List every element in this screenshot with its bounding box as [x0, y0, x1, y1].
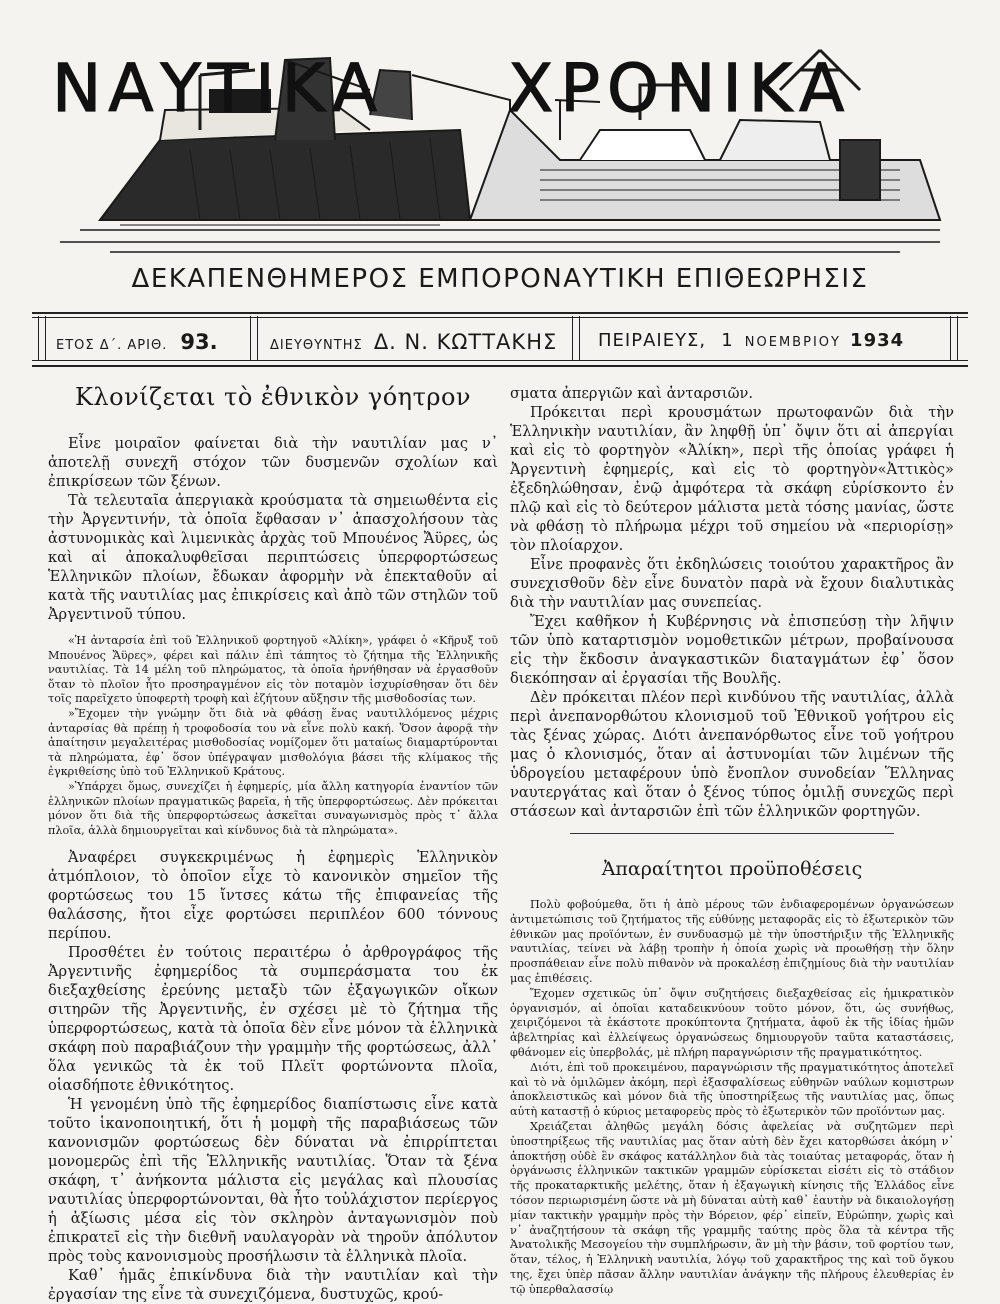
article-headline: Ἀπαραίτητοι προϋποθέσεις — [601, 858, 863, 880]
rule — [32, 365, 968, 367]
paragraph: Διότι, ἐπὶ τοῦ προκειμένου, παραγνώρισιν τῆς πραγματικότητος ἀποτελεῖ καὶ τὸ νὰ ὁμιλῶμεν ἀκόμη, περὶ ἐξασφαλίσεως εὐθηνῶν ναύλων κομιστρων ἀποκλειστικῶς καὶ μόνον διὰ τῆς ὑποστηρίξεως τῆς ναυτιλίας μας, ὅπως αὐτὴ καταστῇ ὁ κύριος μεταφορεὺς πρὸς τὸ ἐξωτερικὸν τῶν προϊόντων μας. — [510, 1060, 954, 1119]
quote-paragraph: »Ὑπάρχει ὅμως, συνεχίζει ἡ ἐφημερίς, μία ἄλλη κατηγορία ἐναντίον τῶν ἑλληνικῶν πλοίων πραγματικῶς βαρεῖα, ἡ τῆς ὑπερφορτώσεως. Δὲν πρόκειται μόνον ὅτι διὰ τῆς ὑπερφορτώσεως ἀσκεῖται συναγωνισμὸς πρὸς τ᾽ ἄλλα πλοῖα, ἀλλὰ δημιουργεῖται καὶ κίνδυνος διὰ τὰ πληρώματα». — [48, 780, 498, 837]
paragraph: Χρειάζεται ἀληθῶς μεγάλη δόσις ἀφελείας νὰ συζητῶμεν περὶ ὑποστηρίξεως τῆς ναυτιλίας μας ὅταν αὐτὴ δὲν ἔχει κατορθώσει ἀκόμη ν᾽ ἀποκτήσῃ οὐδὲ ἓν σκάφος κατάλληλον διὰ τὰς τοιαύτας μεταφοράς, ὅταν ἡ ὀργάνωσις ἑλληνικῶν τακτικῶν γραμμῶν εὑρίσκεται εἰσέτι εἰς τὸ στάδιον τῆς προκαταρκτικῆς μελέτης, ὅταν ἡ ἐξαγωγικὴ κίνησις τῆς Ἑλλάδος εἶνε τόσον περιωρισμένη ὥστε νὰ μὴ δύναται αὐτὴ καθ᾽ ἑαυτὴν νὰ δικαιολογήσῃ μίαν τακτικὴν γραμμὴν πρὸς τὴν Βόρειον, φέρ᾽ εἰπεῖν, Εὐρώπην, χωρὶς καὶ ν᾽ ἀναζητήσουν τὰ σκάφη τῆς γραμμῆς ταύτης πρὸς ὅλα τὰ κέντρα τῆς Ἀνατολικῆς Μεσογείου τὴν συμπλήρωσιν, ἂν μὴ τὴν βάσιν, τοῦ φορτίου των, ὅταν, τέλος, ἡ Ἑλληνικὴ ναυτιλία, λόγῳ τοῦ χαρακτῆρος της καὶ τοῦ ὄγκου της, ἔχει ὑπὲρ πᾶσαν ἄλλην ναυτιλίαν ἀνάγκην τῆς πλήρους ἐλευθερίας ἐν τῷ ὑπερθαλασσίῳ — [510, 1120, 954, 1296]
paragraph: Πολὺ φοβούμεθα, ὅτι ἡ ἀπὸ μέρους τῶν ἐνδιαφερομένων ὀργανώσεων ἀντιμετώπισις τοῦ ζητήματος τῆς εὐθύνῃς μεταφορᾶς εἰς τὸ ἐξωτερικὸν τῶν ἐθνικῶν μας προϊόντων, ἐν συνδυασμῷ μὲ τὴν ὑποστήριξιν τῆς Ἑλληνικῆς ναυτιλίας, τείνει νὰ λάβῃ τροπὴν ἡ ὁποία χωρὶς νὰ προωθήσῃ τὴν ὅλην προσπάθειαν εἶνε πολὺ πιθανὸν νὰ προκαλέσῃ ἐπιζημίους διὰ τὴν ναυτιλίαν μας ἐπιθέσεις. — [510, 898, 954, 986]
rule — [32, 312, 968, 314]
quote-paragraph: «Ἡ ἀνταρσία ἐπὶ τοῦ Ἑλληνικοῦ φορτηγοῦ «Ἀλίκη», γράφει ὁ «Κῆρυξ τοῦ Μπουένος Ἄϋρες», φέρει καὶ πάλιν ἐπὶ τάπητος τὸ ζήτημα τῆς Ἑλληνικῆς ναυτιλίας. Τὰ 14 μέλη τοῦ πληρώματος, τὰ ὁποῖα ἠρνήθησαν νὰ ἐργασθοῦν ὅταν τὸ πλοῖον ἦτο προσηραγμένον εἰς τὸν ποταμὸν ἰσχυρίσθησαν ὅτι δὲν τοῖς παρεῖχετο ὑποφερτὴ τροφὴ καὶ ἐζήτουν αὔξησιν τῆς μισθοδοσίας των. — [48, 634, 498, 706]
date-cell — [598, 330, 904, 360]
paragraph: Εἶνε μοιραῖον φαίνεται διὰ τὴν ναυτιλίαν μας ν᾽ ἀποτελῇ συνεχῆ στόχον τῶν δυσμενῶν σχολίων καὶ ἐπικρίσεων τῶν ξένων. — [48, 435, 498, 491]
divider — [572, 316, 580, 360]
director-cell — [270, 330, 557, 360]
city: ΠΕΙΡΑΙΕΥΣ, — [598, 330, 707, 351]
quote-paragraph: »Ἔχομεν τὴν γνώμην ὅτι διὰ νὰ φθάσῃ ἕνας ναυτιλλόμενος μέχρις ἀνταρσίας θὰ πρέπῃ ἡ τροφοδοσία του νὰ εἶνε πολὺ κακή. Ὅσον ἀφορᾷ τὴν ἀπαίτησιν μεγαλειτέρας μισθοδοσίας νομίζομεν ὅτι ματαίως διαμαρτύρονται τὰ πληρώματα, ἐφ᾽ ὅσον ὑπέγραψαν μισθολόγια βάσει τῆς κλίμακος τῆς ἐγκριθείσης ὑπὸ τοῦ Ἑλληνικοῦ Κράτους. — [48, 707, 498, 779]
right-column — [510, 384, 954, 1298]
paragraph: Προσθέτει ἐν τούτοις περαιτέρω ὁ ἀρθρογράφος τῆς Ἀργεντινῆς ἐφημερίδος τὰ συμπεράσματα του ἐκ διεξαχθείσης ἐρεύνης μεταξὺ τῶν ἐξαγωγικῶν οἴκων σιτηρῶν τῆς Ἀργεντινῆς, ἐν σχέσει μὲ τὸ ζήτημα τῆς ὑπερφορτώσεως, κατὰ τὰ ὁποῖα δὲν εἶνε μόνον τὰ ἑλληνικὰ σκάφη ποὺ παραβιάζουν τὴν γραμμὴν τῆς φορτώσεως, ἀλλ᾽ ὅλα γενικῶς τὰ ἐκ τοῦ Πλεϊτ φορτώνοντα πλοῖα, οἱασδήποτε ἐθνικότητος. — [48, 944, 498, 1095]
issue-number: 93. — [180, 330, 218, 354]
year: 1934 — [850, 330, 905, 351]
title-left: ΝΑΥΤΙΚΑ — [52, 50, 385, 127]
section-divider — [570, 833, 894, 834]
paragraph: Δὲν πρόκειται πλέον περὶ κινδύνου τῆς ναυτιλίας, ἀλλὰ περὶ ἀνεπανορθώτου κλονισμοῦ τοῦ Ἐθνικοῦ γοήτρου εἰς τὰς ξένας χώρας. Διότι ἀνεπανόρθωτος εἶνε τοῦ γοήτρου μας ὁ κλονισμός, ὅταν αἱ ἀστυνομίαι τῶν λιμένων τῆς ὑδρογείου μεταφέρουν ὑπὸ ἔνοπλον συνοδείαν Ἕλληνας ναυτεργάτας καὶ ὅταν ὁ ξένος τύπος ὁμιλῇ συνεχῶς περὶ στάσεων καὶ ἀνταρσιῶν ἐπὶ τῶν ἑλληνικῶν φορτηγῶν. — [510, 689, 954, 820]
divider — [950, 316, 958, 360]
paragraph: Ἀναφέρει συγκεκριμένως ἡ ἐφημερὶς Ἑλληνικὸν ἀτμόπλοιον, τὸ ὁποῖον εἶχε τὸ κανονικὸν σημεῖον τῆς φορτώσεως του 15 ἴντσες κάτω τῆς ἐπιφανείας τῆς θαλάσσης, ἤτοι εἶχε φορτώσει περιπλέον 600 τόννους περίπου. — [48, 849, 498, 943]
divider — [250, 316, 258, 360]
masthead — [40, 30, 960, 260]
masthead-subtitle: ΔΕΚΑΠΕΝΘΗΜΕΡΟΣ ΕΜΠΟΡΟΝΑΥΤΙΚΗ ΕΠΙΘΕΩΡΗΣΙΣ — [131, 264, 869, 294]
year-label: ΕΤΟΣ Δ΄. ΑΡΙΘ. — [56, 338, 168, 353]
divider — [38, 316, 46, 360]
rule — [32, 360, 968, 361]
paragraph: Πρόκειται περὶ κρουσμάτων πρωτοφανῶν διὰ τὴν Ἑλληνικὴν ναυτιλίαν, ἂν ληφθῇ ὑπ᾽ ὄψιν ὅτι αἱ ἀπεργίαι καὶ εἰς τὸ φορτηγὸν «Ἀλίκη», περὶ τῆς ὁποίας γράφει ἡ Ἀργεντινὴ ἐφημερίς, καὶ εἰς τὸ φορτηγὸν«Ἀττικὸς» ἐξεδηλώθησαν, ἐνῷ ἀμφότερα τὰ σκάφη εὑρίσκοντο ἐν πλῷ καὶ εἰς τὸ δεύτερον μάλιστα μετὰ τόσης μανίας, ὥστε νὰ φθάσῃ τὸ πλήρωμα μέχρι τοῦ σημείου νὰ «περιορίσῃ» τὸν πλοίαρχον. — [510, 404, 954, 554]
paragraph: Καθ᾽ ἡμᾶς ἐπικίνδυνα διὰ τὴν ναυτιλίαν καὶ τὴν ἐργασίαν της εἶνε τὰ συνεχιζόμενα, δυστυχῶς, κρού- — [48, 1267, 498, 1304]
rule — [32, 317, 968, 318]
paragraph: Ἡ γενομένη ὑπὸ τῆς ἐφημερίδος διαπίστωσις εἶνε κατὰ τοῦτο ἱκανοποιητική, ὅτι ἡ μομφὴ τῆς παραβιάσεως τῶν κανονισμῶν φορτώσεως δὲν δύναται νὰ ἐπιρρίπτεται μονομερῶς ἐπὶ τῆς Ἑλληνικῆς ναυτιλίας. Ὅταν τὰ ξένα σκάφη, τ᾽ ἀνήκοντα μάλιστα εἰς μεγάλας καὶ πλουσίας ναυτιλίας ὑπερφορτώνονται, θὰ ἦτο τοὐλάχιστον περίεργος ἡ ἀξίωσις μέσα εἰς τὸν σκληρὸν ἀνταγωνισμὸν ποὺ ἐπικρατεῖ εἰς τὴν διεθνῆ ναυλαγορὰν νὰ τηροῦν ἀπόλυτον πρὸς τοὺς κανονισμοὺς προσήλωσιν τὰ ἑλληνικὰ πλοῖα. — [48, 1096, 498, 1266]
paragraph: Ἔχει καθῆκον ἡ Κυβέρνησις νὰ ἐπισπεύσῃ τὴν λῆψιν τῶν ὑπὸ καταρτισμὸν νομοθετικῶν μέτρων, προβαίνουσα εἰς τὴν ἔκδοσιν ἀναγκαστικῶν διαταγμάτων ἐφ᾽ ὅσον διεκόπησαν αἱ ἐργασίαι τῆς Βουλῆς. — [510, 613, 954, 687]
director-label: ΔΙΕΥΘΥΝΤΗΣ — [270, 338, 363, 353]
director-name: Δ. Ν. ΚΩΤΤΑΚΗΣ — [373, 330, 558, 354]
left-column — [48, 380, 498, 1304]
paragraph: Τὰ τελευταῖα ἀπεργιακὰ κρούσματα τὰ σημειωθέντα εἰς τὴν Ἀργεντινήν, τὰ ὁποῖα ἔφθασαν ν᾽ ἀπασχολήσουν τὰς ἀστυνομικὰς καὶ λιμενικὰς ἀρχὰς τοῦ Μπουένος Ἄϋρες, ὡς καὶ αἱ ἀποκαλυφθεῖσαι περιπτώσεις ὑπερφορτώσεως Ἑλληνικῶν πλοίων, ἔδωκαν ἀφορμὴν νὰ ἐπεκταθοῦν αἱ κατὰ τῆς ναυτιλίας μας ἐπικρίσεις καὶ ἀπὸ τῶν στηλῶν τοῦ Ἀργεντινοῦ τύπου. — [48, 492, 498, 624]
paragraph-continuation: σματα ἀπεργιῶν καὶ ἀνταρσιῶν. — [510, 385, 753, 402]
paragraph: Εἶνε προφανὲς ὅτι ἐκδηλώσεις τοιούτου χαρακτῆρος ἂν συνεχισθοῦν δὲν εἶνε δυνατὸν παρὰ νὰ ἔχουν διαλυτικὰς διὰ τὴν ναυτιλίαν μας συνεπείας. — [510, 556, 954, 611]
year-cell — [56, 330, 218, 360]
title-right: ΧΡΟΝΙΚΑ — [508, 50, 852, 127]
article-headline: Κλονίζεται τὸ ἐθνικὸν γόητρον — [74, 383, 471, 411]
day: 1 — [721, 330, 734, 351]
month: ΝΟΕΜΒΡΙΟΥ — [744, 335, 841, 350]
quoted-text — [48, 634, 498, 838]
paragraph: Ἔχομεν σχετικῶς ὑπ᾽ ὄψιν συζητήσεις διεξαχθείσας εἰς ἡμικρατικὸν ὀργανισμόν, αἱ ὁποῖαι καταδεικνύουν τοῦτο μόνον, ὅτι, ὡς συνήθως, χειριζόμενοι τὰ ἑκάστοτε προκύπτοντα ζητήματα, ἀφοῦ ἐκ τῆς ἰδίας ἡμῶν ἀβελτηρίας καὶ ἐλλείψεως ὀργανώσεως δημιουργοῦν ταῦτα καταστάσεις, φθάνομεν εἰς ὑπερβολάς, μὲ πλήρη παραγνώρισιν τῆς πραγματικότητος. — [510, 986, 954, 1060]
issue-info-bar — [32, 310, 968, 370]
